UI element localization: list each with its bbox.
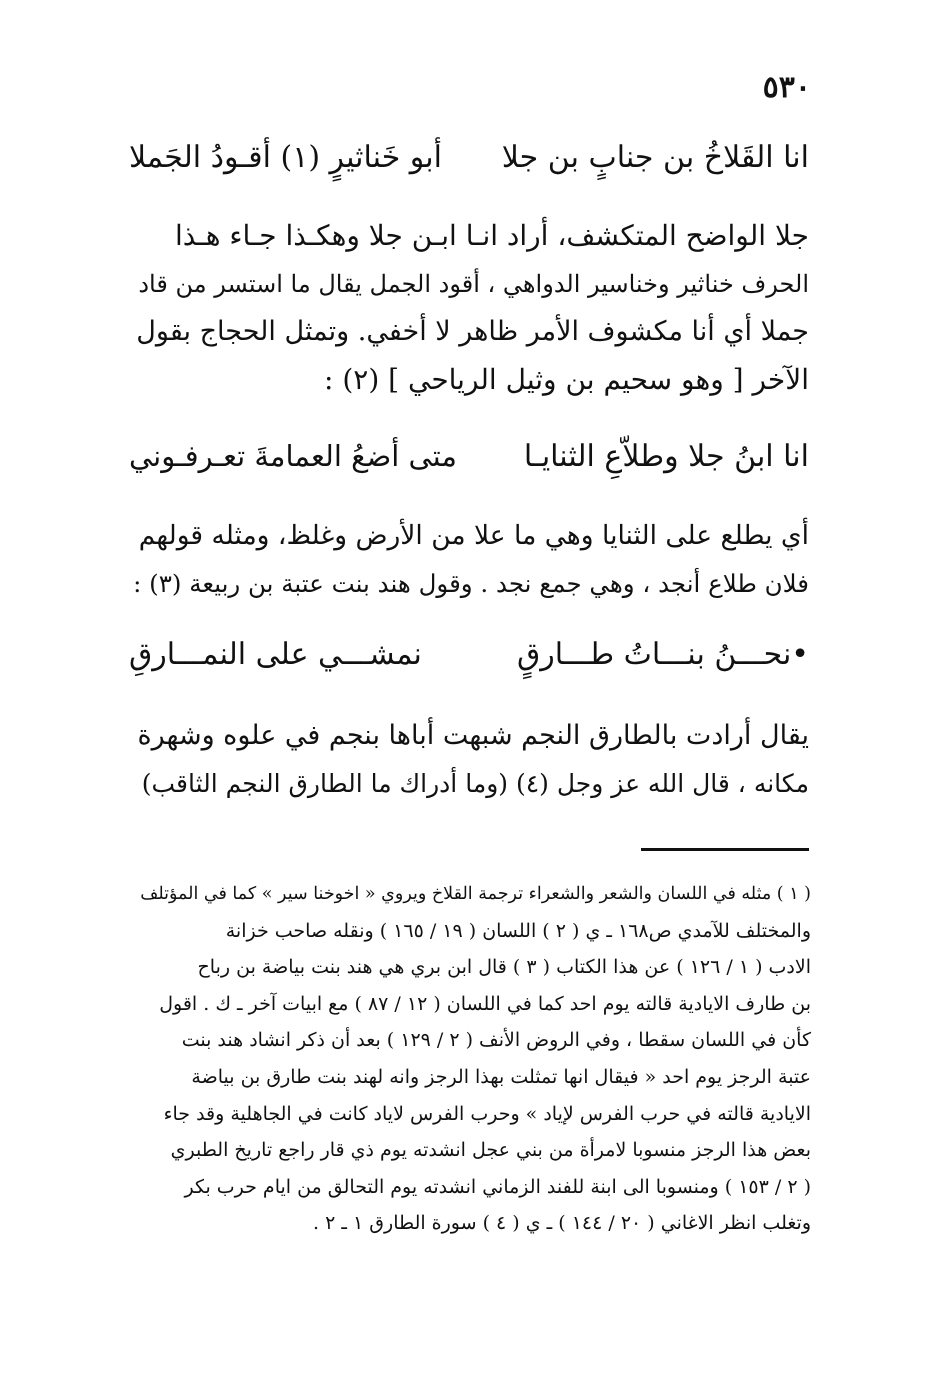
prose-line: جلا الواضح المتكشف، أراد انـا ابـن جلا وهكـذا جـاء هـذا	[175, 219, 809, 252]
footnote-line: الادب ( ١ / ١٢٦ ) عن هذا الكتاب ( ٣ ) قال ابن بري هي هند بنت بياضة بن رباح	[197, 956, 811, 979]
verse-2-right-hemistich: انا ابنُ جلا وطلاّعِ الثنايـا	[523, 439, 809, 474]
footnote-line: بن طارف الايادية قالته يوم احد كما في اللسان ( ١٢ / ٨٧ ) مع ابيات آخر ـ ك . اقول	[159, 992, 811, 1015]
footnote-line: ( ٢ / ١٥٣ ) ومنسوبا الى ابنة للفند الزماني انشدته يوم التحالق من ايام حرب بكر	[184, 1175, 811, 1198]
footnote-line: بعض هذا الرجز منسوبا لامرأة من بني عجل انشدته يوم ذي قار راجع تاريخ الطبري	[170, 1139, 811, 1162]
prose-line: الحرف خناثير وخناسير الدواهي ، أقود الجمل يقال ما استسر من قاد	[138, 270, 809, 298]
footnote-line: وتغلب انظر الاغاني ( ٢٠ / ١٤٤ ) ـ ي ( ٤ ) سورة الطارق ١ ـ ٢ .	[313, 1212, 811, 1235]
footnotes	[127, 876, 811, 1242]
verse-3-right-hemistich: •نحـــنُ بنـــاتُ طـــارقٍ	[517, 637, 809, 672]
verse-2-left-hemistich: متى أضعُ العمامةَ تعـرفـوني	[129, 439, 457, 473]
prose-paragraph-1	[129, 212, 809, 404]
verse-1-right-hemistich: انا القَلاخُ بن جنابٍ بن جلا	[501, 140, 809, 175]
prose-line: أي يطلع على الثنايا وهي ما علا من الأرض وغلظ، ومثله قولهم	[138, 520, 809, 551]
footnote-line: ( ١ ) مثله في اللسان والشعر والشعراء ترجمة القلاخ ويروي « اخوخنا سير » كما في المؤتلف	[140, 884, 811, 904]
footnote-line: عتبة الرجز يوم احد « فيقال انها تمثلت بهذا الرجز وانه لهند بنت طارق بن بياضة	[191, 1065, 811, 1088]
page-number: ٥٣٠	[762, 70, 811, 105]
prose-line: يقال أرادت بالطارق النجم شبهت أباها بنجم في علوه وشهرة	[137, 720, 809, 751]
footnote-line: والمختلف للآمدي ص١٦٨ ـ ي ( ٢ ) اللسان ( ١٩ / ١٦٥ ) ونقله صاحب خزانة	[225, 919, 811, 942]
verse-1	[129, 140, 809, 175]
footnote-line: الايادية قالته في حرب الفرس لإياد » وحرب الفرس لاياد كانت في الجاهلية وقد جاء	[163, 1102, 811, 1125]
prose-line: الآخر [ وهو سحيم بن وثيل الرياحي ] (٢) :	[324, 363, 809, 396]
verse-3-left-hemistich: نمشـــي على النمـــارقِ	[129, 637, 422, 672]
verse-2	[129, 439, 809, 474]
prose-paragraph-3	[129, 712, 809, 808]
prose-line: فلان طلاع أنجد ، وهي جمع نجد . وقول هند بنت عتبة بن ربيعة (٣) :	[133, 569, 809, 598]
footnote-separator	[641, 848, 809, 851]
prose-paragraph-2	[129, 512, 809, 608]
prose-line: جملا أي أنا مكشوف الأمر ظاهر لا أخفي. وتمثل الحجاج بقول	[136, 316, 809, 347]
verse-1-left-hemistich: أبو خَناثيرٍ (١) أقـودُ الجَملا	[129, 140, 442, 175]
verse-3	[129, 637, 809, 672]
prose-line: مكانه ، قال الله عز وجل (٤) (وما أدراك ما الطارق النجم الثاقب)	[141, 769, 809, 798]
footnote-line: كأن في اللسان سقطا ، وفي الروض الأنف ( ٢ / ١٢٩ ) بعد أن ذكر انشاد هند بنت	[181, 1029, 811, 1052]
